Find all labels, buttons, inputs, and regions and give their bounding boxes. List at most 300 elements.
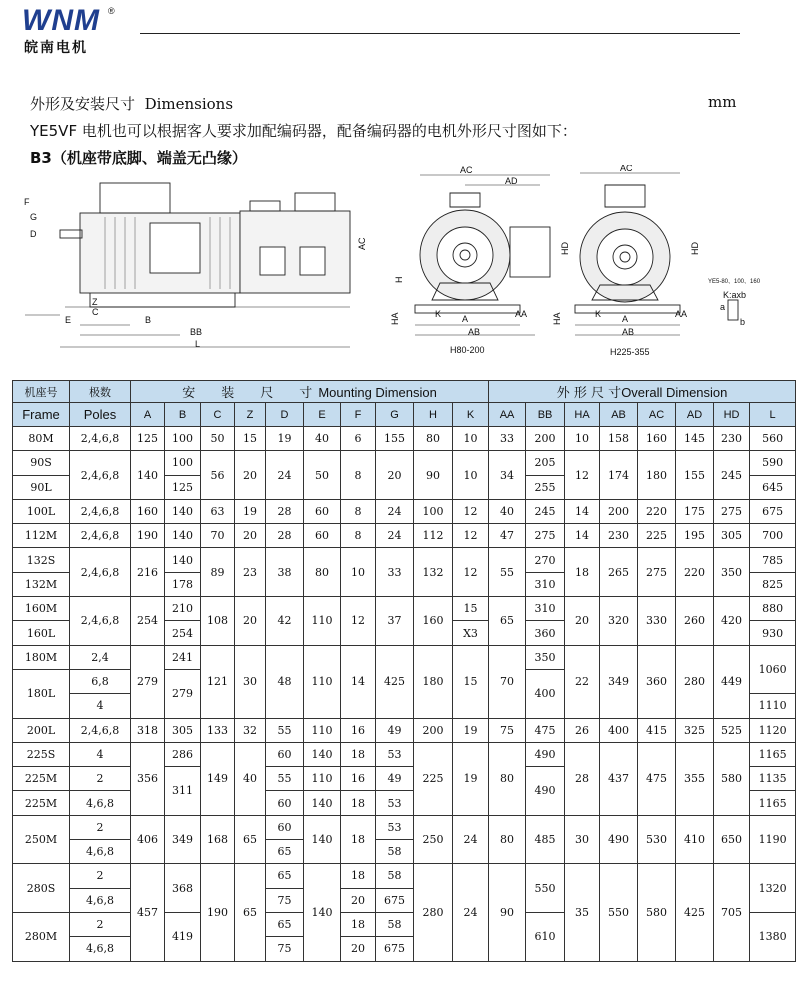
col-header-d: D (266, 403, 304, 427)
table-cell: 225S (13, 742, 70, 766)
table-cell: 360 (638, 645, 676, 718)
table-cell: 1380 (750, 912, 796, 961)
table-cell: 58 (376, 912, 414, 936)
header-overall (489, 381, 796, 403)
col-header-ad: AD (676, 403, 714, 427)
table-row (13, 499, 796, 523)
table-cell: 14 (565, 524, 600, 548)
table-cell: 20 (341, 888, 376, 912)
table-cell: 75 (266, 888, 304, 912)
table-cell: 550 (600, 864, 638, 961)
table-cell: 24 (266, 451, 304, 500)
table-cell: 125 (165, 475, 201, 499)
table-cell: 275 (638, 548, 676, 597)
svg-text:AC: AC (357, 237, 367, 250)
table-cell: 26 (565, 718, 600, 742)
table-cell: 60 (304, 524, 341, 548)
svg-text:HD: HD (690, 242, 700, 255)
table-cell: 145 (676, 427, 714, 451)
table-row (13, 815, 796, 839)
table-cell: 140 (304, 815, 341, 864)
col-header-ab: AB (600, 403, 638, 427)
table-cell: 32 (235, 718, 266, 742)
table-cell: 2,4,6,8 (70, 499, 131, 523)
table-cell: 275 (714, 499, 750, 523)
table-cell: 121 (201, 645, 235, 718)
table-cell: 55 (489, 548, 526, 597)
table-cell: 4,6,8 (70, 937, 131, 961)
table-cell: 100 (414, 499, 453, 523)
header-frame-en: Frame (13, 403, 70, 427)
table-cell: 112M (13, 524, 70, 548)
table-cell: 108 (201, 597, 235, 646)
table-cell: 75 (489, 718, 526, 742)
table-cell: 19 (453, 742, 489, 815)
table-cell: 15 (453, 645, 489, 718)
table-cell: 406 (131, 815, 165, 864)
table-cell: 590 (750, 451, 796, 475)
svg-text:E: E (65, 315, 72, 325)
svg-text:AA: AA (515, 309, 528, 319)
table-cell: 155 (676, 451, 714, 500)
section-title: B3（机座带底脚、端盖无凸缘） (30, 149, 247, 167)
table-cell: 250 (414, 815, 453, 864)
table-cell: 12 (453, 548, 489, 597)
col-header-k: K (453, 403, 489, 427)
table-cell: 112 (414, 524, 453, 548)
table-cell: 140 (131, 451, 165, 500)
table-cell: 210 (165, 597, 201, 621)
table-cell: 40 (489, 499, 526, 523)
table-cell: 245 (714, 451, 750, 500)
table-cell: 2,4,6,8 (70, 524, 131, 548)
svg-text:K: K (595, 309, 602, 319)
dimension-table (12, 380, 796, 962)
table-cell: 350 (714, 548, 750, 597)
table-cell: 155 (376, 427, 414, 451)
table-cell: 160 (131, 499, 165, 523)
table-cell: 140 (304, 864, 341, 961)
table-cell: 40 (235, 742, 266, 815)
table-cell: 330 (638, 597, 676, 646)
table-cell: 180 (638, 451, 676, 500)
col-header-f: F (341, 403, 376, 427)
table-cell: 250M (13, 815, 70, 864)
col-header-e: E (304, 403, 341, 427)
table-cell: 70 (489, 645, 526, 718)
table-cell: 560 (750, 427, 796, 451)
table-cell: 280M (13, 912, 70, 961)
table-cell: 700 (750, 524, 796, 548)
table-cell: 318 (131, 718, 165, 742)
table-cell: 368 (165, 864, 201, 913)
table-cell: 24 (376, 499, 414, 523)
table-cell: 280 (676, 645, 714, 718)
table-cell: 75 (266, 937, 304, 961)
table-header-row-1 (13, 381, 796, 403)
table-cell: 225 (414, 742, 453, 815)
table-cell: 4,6,8 (70, 840, 131, 864)
table-cell: 20 (341, 937, 376, 961)
table-cell: 90 (414, 451, 453, 500)
table-cell: 230 (600, 524, 638, 548)
caption-h225-355: H225-355 (610, 347, 650, 357)
header-mounting-cn: 安 装 尺 寸 (182, 386, 313, 401)
svg-text:H: H (394, 276, 404, 283)
table-cell: 140 (165, 499, 201, 523)
col-header-aa: AA (489, 403, 526, 427)
svg-text:AB: AB (622, 327, 635, 337)
table-cell: 2,4,6,8 (70, 451, 131, 500)
table-cell: 310 (526, 597, 565, 621)
table-cell: 705 (714, 864, 750, 961)
table-cell: 675 (376, 888, 414, 912)
table-cell: 400 (526, 669, 565, 718)
table-cell: 19 (453, 718, 489, 742)
table-cell: 241 (165, 645, 201, 669)
table-cell: 2 (70, 767, 131, 791)
table-cell: 8 (341, 524, 376, 548)
svg-text:AD: AD (505, 176, 518, 186)
table-cell: 325 (676, 718, 714, 742)
table-cell: 20 (235, 524, 266, 548)
table-cell: 65 (266, 864, 304, 888)
table-cell: 2,4,6,8 (70, 597, 131, 646)
table-cell: 2,4,6,8 (70, 427, 131, 451)
table-cell: 80 (489, 815, 526, 864)
table-cell: 20 (235, 597, 266, 646)
table-cell: 225 (638, 524, 676, 548)
table-cell: 160 (638, 427, 676, 451)
table-cell: 8 (341, 451, 376, 500)
table-cell: 449 (714, 645, 750, 718)
table-cell: 180 (414, 645, 453, 718)
table-row (13, 548, 796, 572)
table-row (13, 427, 796, 451)
table-cell: 38 (266, 548, 304, 597)
table-cell: 180L (13, 669, 70, 718)
table-cell: 132 (414, 548, 453, 597)
table-cell: 110 (304, 597, 341, 646)
table-cell: 34 (489, 451, 526, 500)
table-cell: 168 (201, 815, 235, 864)
table-cell: 149 (201, 742, 235, 815)
table-cell: 110 (304, 767, 341, 791)
table-cell: 490 (600, 815, 638, 864)
svg-text:G: G (30, 212, 38, 222)
table-cell: 6,8 (70, 669, 131, 693)
svg-text:HA: HA (552, 312, 562, 325)
table-cell: 311 (165, 767, 201, 816)
table-cell: 23 (235, 548, 266, 597)
table-cell: 305 (714, 524, 750, 548)
table-row (13, 645, 796, 669)
table-cell: 140 (165, 524, 201, 548)
note-ye5: YE5-80、100、160 (708, 279, 761, 285)
table-cell: 58 (376, 864, 414, 888)
col-header-ha: HA (565, 403, 600, 427)
table-cell: 420 (714, 597, 750, 646)
table-cell: 225M (13, 767, 70, 791)
col-header-ac: AC (638, 403, 676, 427)
table-cell: 100 (165, 427, 201, 451)
table-cell: 216 (131, 548, 165, 597)
svg-text:AC: AC (620, 165, 633, 173)
table-cell: 40 (304, 427, 341, 451)
table-cell: 180M (13, 645, 70, 669)
table-cell: 160L (13, 621, 70, 645)
table-cell: 419 (165, 912, 201, 961)
table-cell: 2 (70, 864, 131, 888)
col-header-b: B (165, 403, 201, 427)
table-cell: 65 (235, 864, 266, 961)
table-cell: 63 (201, 499, 235, 523)
table-cell: 110 (304, 645, 341, 718)
table-cell: 65 (266, 912, 304, 936)
table-cell: 19 (235, 499, 266, 523)
table-cell: 132M (13, 572, 70, 596)
table-cell: 174 (600, 451, 638, 500)
table-cell: 18 (341, 742, 376, 766)
table-cell: 279 (131, 645, 165, 718)
table-cell: 437 (600, 742, 638, 815)
table-cell: 12 (341, 597, 376, 646)
table-cell: 14 (565, 499, 600, 523)
table-cell: 190 (131, 524, 165, 548)
table-cell: 70 (201, 524, 235, 548)
table-cell: 457 (131, 864, 165, 961)
table-cell: 2,4,6,8 (70, 718, 131, 742)
table-cell: 6 (341, 427, 376, 451)
header-mounting-en: Mounting Dimension (318, 385, 437, 400)
table-cell: 30 (565, 815, 600, 864)
table-cell: 356 (131, 742, 165, 815)
table-cell: 133 (201, 718, 235, 742)
table-cell: 24 (376, 524, 414, 548)
table-cell: 8 (341, 499, 376, 523)
table-cell: 360 (526, 621, 565, 645)
col-header-h: H (414, 403, 453, 427)
title-cn: 外形及安装尺寸 (30, 95, 136, 113)
table-cell: 785 (750, 548, 796, 572)
table-cell: 33 (489, 427, 526, 451)
table-cell: 90L (13, 475, 70, 499)
table-cell: 490 (526, 742, 565, 766)
table-cell: 49 (376, 767, 414, 791)
table-cell: 525 (714, 718, 750, 742)
table-cell: 125 (131, 427, 165, 451)
table-cell: 20 (565, 597, 600, 646)
table-cell: 80 (304, 548, 341, 597)
table-cell: 1190 (750, 815, 796, 864)
table-cell: 48 (266, 645, 304, 718)
table-cell: 930 (750, 621, 796, 645)
table-cell: 100L (13, 499, 70, 523)
table-cell: 22 (565, 645, 600, 718)
table-cell: 230 (714, 427, 750, 451)
table-cell: 140 (165, 548, 201, 572)
table-cell: 355 (676, 742, 714, 815)
col-header-bb: BB (526, 403, 565, 427)
table-cell: 645 (750, 475, 796, 499)
col-header-a: A (131, 403, 165, 427)
table-cell: 60 (266, 791, 304, 815)
col-header-hd: HD (714, 403, 750, 427)
table-cell: 80M (13, 427, 70, 451)
table-cell: 18 (341, 912, 376, 936)
table-cell: 275 (526, 524, 565, 548)
table-cell: 140 (304, 791, 341, 815)
table-cell: 90S (13, 451, 70, 475)
header-overall-en: Overall Dimension (621, 385, 728, 400)
table-cell: 65 (266, 840, 304, 864)
note-b: b (740, 317, 746, 327)
table-cell: 265 (600, 548, 638, 597)
table-cell: 270 (526, 548, 565, 572)
table-cell: 80 (414, 427, 453, 451)
table-cell: 254 (165, 621, 201, 645)
table-cell: 2 (70, 912, 131, 936)
table-cell: 675 (376, 937, 414, 961)
table-cell: 12 (453, 524, 489, 548)
header-poles-cn: 极数 (70, 381, 131, 403)
table-cell: 24 (453, 864, 489, 961)
header-overall-cn: 外 形 尺 寸 (556, 386, 622, 401)
table-cell: 349 (600, 645, 638, 718)
table-cell: 53 (376, 742, 414, 766)
table-cell: 65 (489, 597, 526, 646)
col-header-l: L (750, 403, 796, 427)
side-view (25, 183, 350, 347)
unit-label: mm (708, 93, 737, 111)
table-cell: 60 (266, 815, 304, 839)
table-cell: 310 (526, 572, 565, 596)
table-cell: 225M (13, 791, 70, 815)
svg-text:C: C (92, 307, 99, 317)
table-row (13, 451, 796, 475)
table-cell: 1135 (750, 767, 796, 791)
table-cell: 2 (70, 815, 131, 839)
table-cell: 110 (304, 718, 341, 742)
table-cell: 16 (341, 767, 376, 791)
page-title (30, 93, 233, 114)
svg-text:AA: AA (675, 309, 688, 319)
table-cell: 190 (201, 864, 235, 961)
subtitle: YE5VF 电机也可以根据客人要求加配编码器，配备编码器的电机外形尺寸图如下： (30, 122, 577, 140)
table-cell: 4 (70, 694, 131, 718)
table-cell: 200L (13, 718, 70, 742)
table-cell: 15 (235, 427, 266, 451)
table-cell: 400 (600, 718, 638, 742)
table-cell: 18 (565, 548, 600, 597)
table-cell: 55 (266, 718, 304, 742)
table-cell: 2,4,6,8 (70, 548, 131, 597)
col-header-c: C (201, 403, 235, 427)
table-cell: 279 (165, 669, 201, 718)
table-cell: 178 (165, 572, 201, 596)
table-cell: 1320 (750, 864, 796, 913)
table-cell: 30 (235, 645, 266, 718)
table-cell: 4,6,8 (70, 888, 131, 912)
svg-text:BB: BB (190, 327, 203, 337)
table-cell: 18 (341, 864, 376, 888)
table-cell: 35 (565, 864, 600, 961)
table-cell: 140 (304, 742, 341, 766)
table-cell: 580 (638, 864, 676, 961)
table-cell: 580 (714, 742, 750, 815)
table-cell: 490 (526, 767, 565, 816)
table-cell: 60 (266, 742, 304, 766)
dimension-drawing (20, 165, 780, 365)
table-cell: 200 (414, 718, 453, 742)
table-cell: 675 (750, 499, 796, 523)
table-cell: X3 (453, 621, 489, 645)
table-cell: 1165 (750, 742, 796, 766)
table-cell: 10 (565, 427, 600, 451)
table-row (13, 742, 796, 766)
table-cell: 305 (165, 718, 201, 742)
table-cell: 53 (376, 815, 414, 839)
table-body (13, 427, 796, 962)
table-cell: 37 (376, 597, 414, 646)
col-header-z: Z (235, 403, 266, 427)
table-cell: 50 (304, 451, 341, 500)
table-cell: 245 (526, 499, 565, 523)
table-cell: 415 (638, 718, 676, 742)
table-cell: 280S (13, 864, 70, 913)
svg-text:A: A (462, 314, 469, 324)
table-cell: 58 (376, 840, 414, 864)
table-cell: 485 (526, 815, 565, 864)
title-en: Dimensions (144, 95, 234, 113)
table-cell: 160 (414, 597, 453, 646)
table-cell: 10 (341, 548, 376, 597)
table-cell: 42 (266, 597, 304, 646)
table-cell: 12 (565, 451, 600, 500)
table-row (13, 718, 796, 742)
header-frame-cn: 机座号 (13, 381, 70, 403)
table-row (13, 597, 796, 621)
table-cell: 19 (266, 427, 304, 451)
table-cell: 280 (414, 864, 453, 961)
svg-text:B: B (145, 315, 152, 325)
table-cell: 28 (266, 524, 304, 548)
header-mounting (131, 381, 489, 403)
table-cell: 55 (266, 767, 304, 791)
header-poles-en: Poles (70, 403, 131, 427)
table-cell: 320 (600, 597, 638, 646)
table-cell: 4 (70, 742, 131, 766)
table-cell: 254 (131, 597, 165, 646)
table-cell: 550 (526, 864, 565, 913)
table-cell: 286 (165, 742, 201, 766)
table-cell: 18 (341, 791, 376, 815)
table-cell: 16 (341, 718, 376, 742)
table-cell: 200 (526, 427, 565, 451)
table-cell: 50 (201, 427, 235, 451)
company-name: 皖南电机 (24, 40, 88, 56)
table-cell: 2,4 (70, 645, 131, 669)
table-cell: 260 (676, 597, 714, 646)
table-cell: 56 (201, 451, 235, 500)
table-cell: 100 (165, 451, 201, 475)
table-cell: 475 (638, 742, 676, 815)
table-row (13, 864, 796, 888)
table-cell: 10 (453, 451, 489, 500)
table-cell: 90 (489, 864, 526, 961)
table-cell: 158 (600, 427, 638, 451)
col-header-g: G (376, 403, 414, 427)
